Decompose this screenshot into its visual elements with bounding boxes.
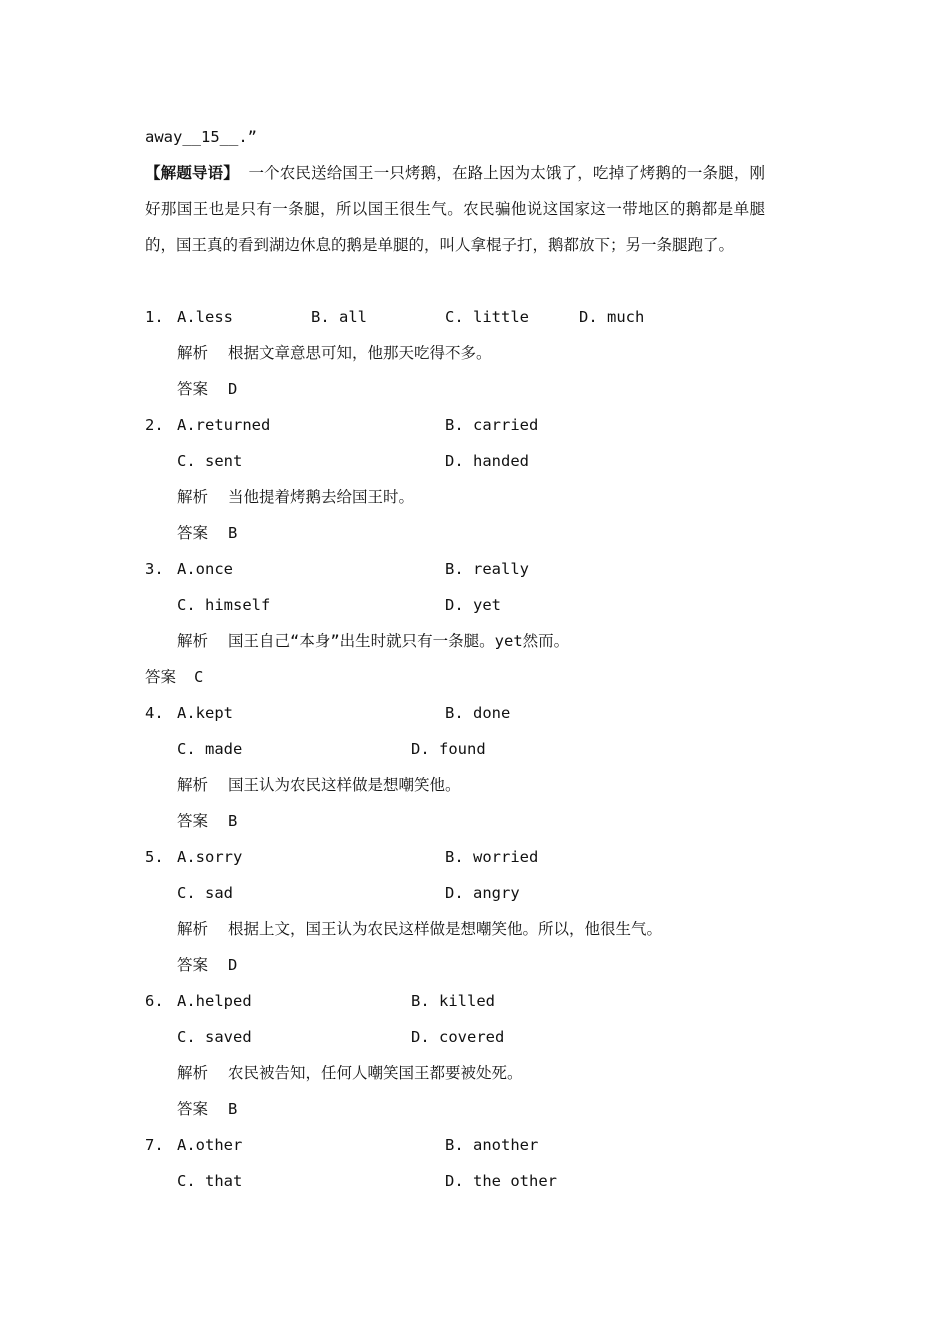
option-c: C. saved: [177, 1028, 252, 1046]
question-number: 3.: [145, 560, 164, 578]
option-d: D. yet: [445, 596, 501, 614]
option-a: A.less: [177, 308, 233, 326]
option-d: D. the other: [445, 1172, 557, 1190]
answer-value: B: [228, 812, 238, 830]
answer-value: B: [228, 1100, 238, 1118]
guide-paragraph: [145, 155, 765, 263]
answer-value: D: [228, 956, 238, 974]
answer-label: 答案: [177, 812, 209, 830]
option-c: C. sent: [177, 452, 243, 470]
option-c: C. little: [445, 308, 529, 326]
analysis-text: 根据上文，国王认为农民这样做是想嘲笑他。所以，他很生气。: [228, 920, 663, 938]
option-a: A.helped: [177, 992, 252, 1010]
question-number: 2.: [145, 416, 164, 434]
analysis-text: 国王认为农民这样做是想嘲笑他。: [228, 776, 461, 794]
question-number: 7.: [145, 1136, 164, 1154]
option-d: D. angry: [445, 884, 520, 902]
option-b: B. carried: [445, 416, 539, 434]
answer-value: D: [228, 380, 238, 398]
answer-label: 答案: [177, 956, 209, 974]
option-c: C. sad: [177, 884, 233, 902]
analysis-label: 解析: [177, 776, 209, 794]
answer-label: 答案: [177, 1100, 209, 1118]
question-number: 5.: [145, 848, 164, 866]
answer-value: C: [194, 668, 204, 686]
guide-text: 一个农民送给国王一只烤鹅，在路上因为太饿了，吃掉了烤鹅的一条腿，刚好那国王也是只有一条腿，所以国王很生气。农民骗他说这国家这一带地区的鹅都是单腿的，国王真的看到湖边休息的鹅是单腿的，叫人拿棍子打，鹅都放下；另一条腿跑了。: [145, 164, 765, 254]
analysis-text: 根据文章意思可知，他那天吃得不多。: [228, 344, 492, 362]
option-b: B. worried: [445, 848, 539, 866]
analysis-label: 解析: [177, 632, 209, 650]
question-number: 4.: [145, 704, 164, 722]
analysis-text: 国王自己“本身”出生时就只有一条腿。yet然而。: [228, 632, 570, 650]
option-d: D. handed: [445, 452, 529, 470]
analysis-label: 解析: [177, 344, 209, 362]
option-b: B. another: [445, 1136, 539, 1154]
option-b: B. really: [445, 560, 529, 578]
option-d: D. found: [411, 740, 486, 758]
analysis-label: 解析: [177, 488, 209, 506]
answer-label: 答案: [177, 524, 209, 542]
option-c: C. made: [177, 740, 243, 758]
option-b: B. killed: [411, 992, 495, 1010]
top-line: away__15__.”: [145, 128, 257, 146]
analysis-text: 当他提着烤鹅去给国王时。: [228, 488, 415, 506]
question-number: 6.: [145, 992, 164, 1010]
guide-label: 【解题导语】: [145, 164, 239, 182]
option-a: A.sorry: [177, 848, 243, 866]
option-d: D. covered: [411, 1028, 505, 1046]
question-number: 1.: [145, 308, 164, 326]
option-a: A.returned: [177, 416, 271, 434]
option-c: C. himself: [177, 596, 271, 614]
analysis-text: 农民被告知，任何人嘲笑国王都要被处死。: [228, 1064, 523, 1082]
option-b: B. done: [445, 704, 511, 722]
option-a: A.kept: [177, 704, 233, 722]
analysis-label: 解析: [177, 1064, 209, 1082]
option-c: C. that: [177, 1172, 243, 1190]
analysis-label: 解析: [177, 920, 209, 938]
answer-label: 答案: [177, 380, 209, 398]
option-d: D. much: [579, 308, 645, 326]
option-b: B. all: [311, 308, 367, 326]
answer-label: 答案: [145, 668, 177, 686]
option-a: A.once: [177, 560, 233, 578]
answer-value: B: [228, 524, 238, 542]
option-a: A.other: [177, 1136, 243, 1154]
